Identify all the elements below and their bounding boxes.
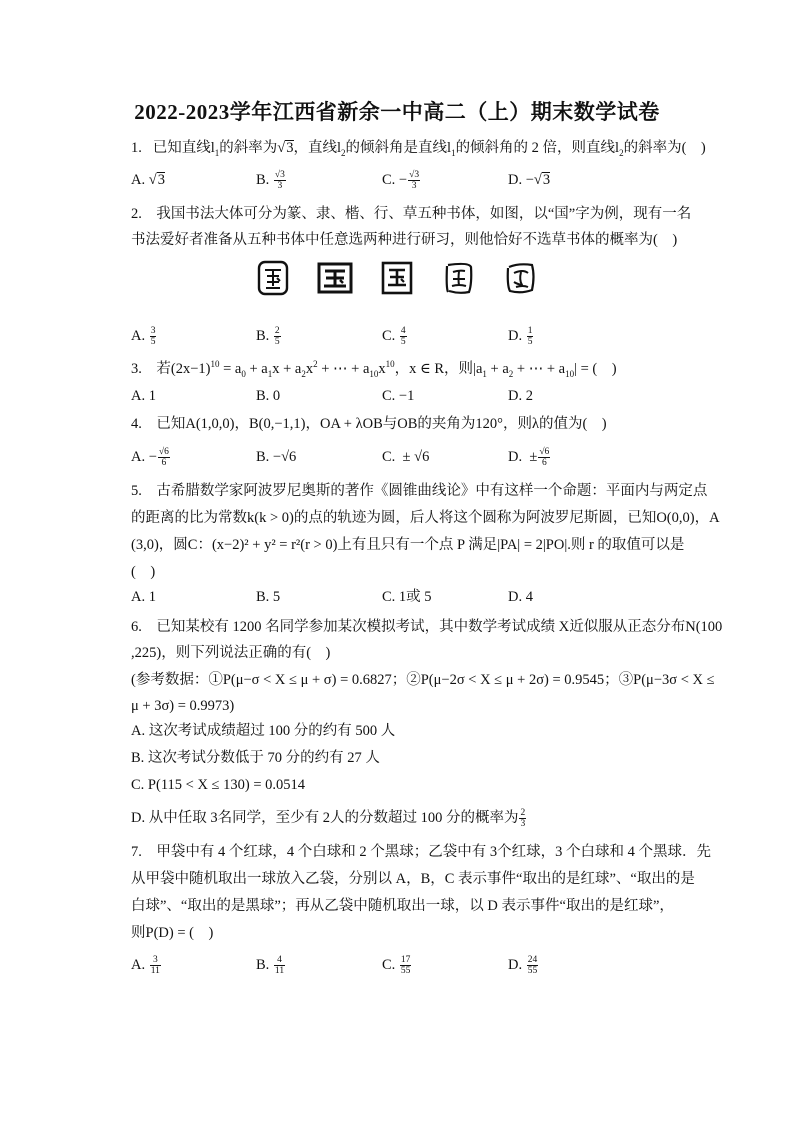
question-2-option-b: B. $\frac{2}{5}$ bbox=[256, 326, 280, 348]
question-2-stem-line-2: 书法爱好者准备从五种书体中任意选两种进行研习，则他恰好不选草书体的概率为( ) bbox=[131, 232, 678, 248]
cursive-script-guo-icon bbox=[501, 258, 541, 298]
question-5-stem-line-1: 5. 古希腊数学家阿波罗尼奥斯的著作《圆锥曲线论》中有这样一个命题：平面内与两定点 bbox=[131, 483, 708, 499]
question-2-option-d: D. $\frac{1}{5}$ bbox=[508, 326, 533, 348]
question-3-option-c: C. −1 bbox=[382, 388, 415, 404]
question-7-stem-line-4: 则P(D) = ( ) bbox=[131, 925, 214, 941]
question-2-option-c: C. $\frac{4}{5}$ bbox=[382, 326, 406, 348]
question-3-option-a: A. 1 bbox=[131, 388, 156, 404]
question-3-option-d: D. 2 bbox=[508, 388, 533, 404]
question-5-option-a: A. 1 bbox=[131, 589, 156, 605]
question-3-stem: 3. 若$(2x-1)^{10} = a_0 + a_1x + a_2x^2$ + ⋯ + $a_{10}x^{10}$，x ∈ R，则$|a_1 + a_2$ + ⋯ + $a_{10}|$ = ( ) bbox=[131, 359, 617, 379]
calligraphy-figure bbox=[0, 258, 794, 298]
question-6-stem-line-1: 6. 已知某校有 1200 名同学参加某次模拟考试，其中数学考试成绩 X近似服从正态分布N(100 bbox=[131, 619, 723, 635]
question-5-option-c: C. 1或 5 bbox=[382, 589, 432, 605]
question-6-option-d: D. 从中任取 3名同学，至少有 2人的分数超过 100 分的概率为 $\frac{2}{3}$ bbox=[131, 808, 526, 830]
question-4-option-c: C. ± √6 bbox=[382, 449, 430, 465]
question-5-option-d: D. 4 bbox=[508, 589, 533, 605]
question-7-option-a: A. $\frac{3}{11}$ bbox=[131, 955, 160, 977]
question-7-option-d: D. $\frac{24}{55}$ bbox=[508, 955, 538, 977]
question-2-option-a: A. $\frac{3}{5}$ bbox=[131, 326, 156, 348]
question-2-stem-line-1: 2. 我国书法大体可分为篆、隶、楷、行、草五种书体，如图，以“国”字为例，现有一名 bbox=[131, 206, 692, 222]
question-6-stem-line-2: ,225)，则下列说法正确的有( ) bbox=[131, 645, 331, 661]
question-7-stem-line-1: 7. 甲袋中有 4 个红球，4 个白球和 2 个黑球；乙袋中有 3个红球，3 个白球和 4 个黑球．先 bbox=[131, 844, 711, 860]
question-4-option-b: B. −√6 bbox=[256, 449, 297, 465]
question-7-option-b: B. $\frac{4}{11}$ bbox=[256, 955, 285, 977]
seal-script-guo-icon bbox=[253, 258, 293, 298]
question-1-stem: 1. 已知直线$l_1$的斜率为√3，直线$l_2$的倾斜角是直线$l_1$的倾斜角的 2 倍，则直线$l_2$的斜率为( ) bbox=[131, 140, 706, 158]
question-5-stem-line-4: ( ) bbox=[131, 564, 156, 580]
question-5-stem-line-2: 的距离的比为常数k(k > 0)的点的轨迹为圆，后人将这个圆称为阿波罗尼斯圆，已知O(0,0)，A bbox=[131, 510, 720, 526]
question-4-option-d: D. ± $\frac{√6}{6}$ bbox=[508, 447, 550, 469]
regular-script-guo-icon bbox=[377, 258, 417, 298]
question-6-reference-line-2: μ + 3σ) = 0.9973) bbox=[131, 698, 235, 714]
question-3-option-b: B. 0 bbox=[256, 388, 281, 404]
question-7-option-c: C. $\frac{17}{55}$ bbox=[382, 955, 411, 977]
question-6-reference-line-1: (参考数据：①P(μ−σ < X ≤ μ + σ) = 0.6827；②P(μ−2σ < X ≤ μ + 2σ) = 0.9545；③P(μ−3σ < X ≤ bbox=[131, 672, 715, 688]
question-1-option-b: B. $\frac{√3}{3}$ bbox=[256, 170, 285, 192]
clerical-script-guo-icon bbox=[315, 258, 355, 298]
question-4-option-a: A. − $\frac{√6}{6}$ bbox=[131, 447, 169, 469]
question-1-option-d: D. −√3 bbox=[508, 172, 551, 188]
question-4-stem: 4. 已知A(1,0,0)，B(0,−1,1)，OA + λOB与OB的夹角为120°，则λ的值为( ) bbox=[131, 416, 607, 432]
question-6-option-b: B. 这次考试分数低于 70 分的约有 27 人 bbox=[131, 750, 380, 766]
question-6-option-a: A. 这次考试成绩超过 100 分的约有 500 人 bbox=[131, 723, 396, 739]
question-5-option-b: B. 5 bbox=[256, 589, 281, 605]
question-5-stem-line-3: (3,0)，圆C：(x−2)² + y² = r²(r > 0)上有且只有一个点 P 满足|PA| = 2|PO|.则 r 的取值可以是 bbox=[131, 537, 685, 553]
question-1-option-c: C. − $\frac{√3}{3}$ bbox=[382, 170, 420, 192]
question-1-option-a: A. √3 bbox=[131, 172, 165, 188]
question-7-stem-line-3: 白球”、“取出的是黑球”；再从乙袋中随机取出一球，以 D 表示事件“取出的是红球”， bbox=[131, 898, 674, 914]
running-script-guo-icon bbox=[439, 258, 479, 298]
page-title: 2022-2023学年江西省新余一中高二（上）期末数学试卷 bbox=[134, 100, 660, 124]
question-7-stem-line-2: 从甲袋中随机取出一球放入乙袋，分别以 A，B，C 表示事件“取出的是红球”、“取出的是 bbox=[131, 871, 695, 887]
question-6-option-c: C. P(115 < X ≤ 130) = 0.0514 bbox=[131, 777, 306, 793]
